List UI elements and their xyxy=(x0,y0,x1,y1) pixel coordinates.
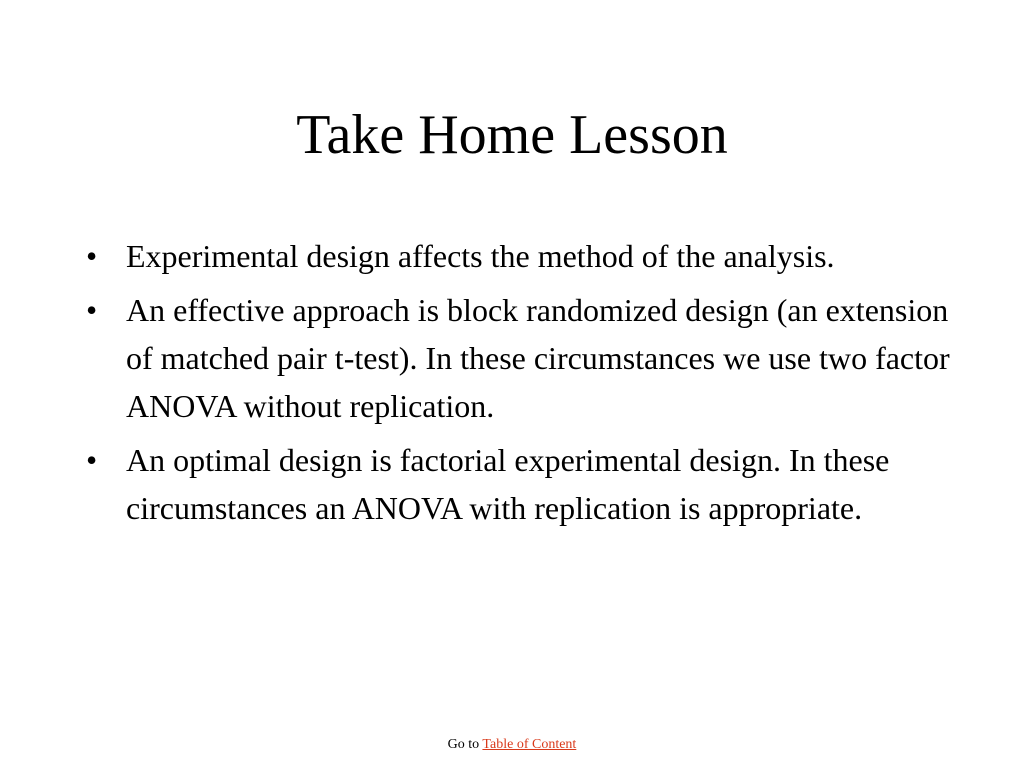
bullet-text: An optimal design is factorial experimental design. In these circumstances an ANOVA with replication is appropriate. xyxy=(126,442,890,526)
bullet-list xyxy=(86,232,966,538)
bullet-item xyxy=(86,436,966,532)
bullet-text: An effective approach is block randomized design (an extension of matched pair t-test). In these circumstances we use two factor ANOVA without replication. xyxy=(126,292,950,424)
bullet-text: Experimental design affects the method of the analysis. xyxy=(126,238,835,274)
footer-prefix: Go to xyxy=(447,737,480,752)
bullet-item xyxy=(86,232,966,280)
footer xyxy=(0,736,1024,754)
slide-title: Take Home Lesson xyxy=(296,104,728,166)
table-of-content-link[interactable]: Table of Content xyxy=(482,737,577,752)
bullet-item xyxy=(86,286,966,430)
bullet-dot-icon: • xyxy=(86,238,98,274)
bullet-dot-icon: • xyxy=(86,442,98,478)
bullet-dot-icon: • xyxy=(86,292,98,328)
